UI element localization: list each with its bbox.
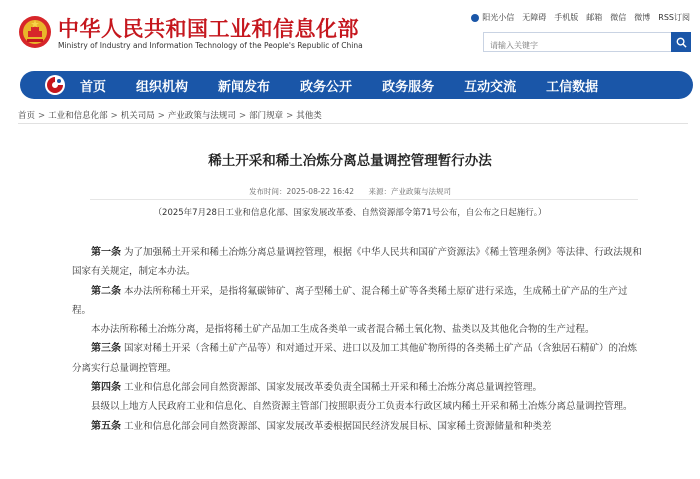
site-title[interactable]: 中华人民共和国工业和信息化部 bbox=[58, 17, 359, 41]
nav-news[interactable]: 新闻发布 bbox=[218, 79, 271, 95]
breadcrumb-separator: > bbox=[157, 111, 165, 121]
article-clause: 第五条 bbox=[91, 420, 121, 432]
search-box bbox=[483, 32, 691, 52]
top-link-mail[interactable]: 邮箱 bbox=[586, 13, 603, 22]
nav-home[interactable]: 首页 bbox=[80, 79, 107, 95]
ministry-logo-icon[interactable] bbox=[44, 74, 66, 96]
paragraph-text: 为了加强稀土开采和稀土冶炼分离总量调控管理，根据《中华人民共和国矿产资源法》《稀土管理条例》等法律、行政法规和国家有关规定，制定本办法。 bbox=[72, 247, 642, 278]
nav-open-government[interactable]: 政务公开 bbox=[300, 79, 353, 95]
article-note: （2025年7月28日工业和信息化部、国家发展改革委、自然资源部令第71号公布，自公布之日起施行。） bbox=[153, 208, 547, 218]
breadcrumb-home[interactable]: 首页 bbox=[18, 111, 36, 121]
breadcrumb-separator: > bbox=[38, 111, 46, 121]
breadcrumb-policy-dept[interactable]: 产业政策与法规司 bbox=[167, 111, 236, 121]
article-clause: 第一条 bbox=[91, 247, 121, 258]
main-nav bbox=[20, 71, 693, 99]
nav-organization[interactable]: 组织机构 bbox=[136, 79, 189, 95]
top-link-rss[interactable]: RSS订阅 bbox=[658, 13, 690, 22]
search-icon bbox=[676, 37, 687, 48]
national-emblem-icon[interactable] bbox=[18, 14, 52, 50]
article-clause: 第四条 bbox=[91, 382, 121, 394]
article-meta bbox=[0, 186, 700, 197]
paragraph-text: 工业和信息化部会同自然资源部、国家发展改革委负责全国稀土开采和稀土冶炼分离总量调控管理。 bbox=[124, 382, 543, 394]
sun-icon bbox=[471, 14, 479, 22]
search-input[interactable] bbox=[484, 37, 676, 55]
top-links bbox=[463, 12, 690, 23]
breadcrumb-rules[interactable]: 部门规章 bbox=[249, 111, 284, 121]
paragraph-text: 国家对稀土开采（含稀土矿产品等）和对通过开采、进口以及加工其他矿物所得的各类稀土矿产品（含独居石精矿）的冶炼分离实行总量调控管理。 bbox=[72, 343, 638, 374]
meta-divider bbox=[90, 199, 638, 200]
nav-services[interactable]: 政务服务 bbox=[382, 79, 435, 95]
article-paragraph bbox=[72, 378, 644, 397]
article-clause: 第三条 bbox=[91, 343, 121, 355]
article-paragraph bbox=[72, 320, 644, 339]
breadcrumb-ministry[interactable]: 工业和信息化部 bbox=[48, 111, 108, 121]
paragraph-text: 本办法所称稀土开采，是指将氟碳铈矿、离子型稀土矿、混合稀土矿等各类稀土原矿进行采选，生成稀土矿产品的生产过程。 bbox=[72, 285, 628, 316]
paragraph-text: 县级以上地方人民政府工业和信息化、自然资源主管部门按照职责分工负责本行政区域内稀土开采和稀土冶炼分离总量调控管理。 bbox=[91, 401, 633, 413]
publish-time: 发布时间：2025-08-22 16:42 bbox=[249, 187, 355, 196]
breadcrumb-separator: > bbox=[238, 111, 247, 121]
article-paragraph bbox=[72, 417, 644, 436]
breadcrumb-departments[interactable]: 机关司局 bbox=[120, 111, 155, 121]
article-body bbox=[72, 243, 644, 436]
breadcrumb-other[interactable]: 其他类 bbox=[296, 111, 322, 121]
breadcrumb-separator: > bbox=[110, 111, 118, 121]
breadcrumb-divider bbox=[18, 123, 688, 124]
article-clause: 第二条 bbox=[91, 285, 121, 297]
search-button[interactable] bbox=[671, 32, 691, 52]
breadcrumb bbox=[18, 109, 322, 121]
top-link-weibo[interactable]: 微博 bbox=[634, 13, 651, 22]
article-paragraph bbox=[72, 243, 644, 282]
article-paragraph bbox=[72, 282, 644, 321]
article-paragraph bbox=[72, 397, 644, 416]
paragraph-text: 本办法所称稀土冶炼分离，是指将稀土矿产品加工生成各类单一或者混合稀土氧化物、盐类以及其他化合物的生产过程。 bbox=[91, 324, 595, 336]
paragraph-text: 工业和信息化部会同自然资源部、国家发展改革委根据国民经济发展目标、国家稀土资源储量和种类差 bbox=[124, 420, 552, 432]
site-header bbox=[0, 0, 700, 68]
article-paragraph bbox=[72, 339, 644, 378]
nav-interaction[interactable]: 互动交流 bbox=[464, 79, 517, 95]
site-title-en: Ministry of Industry and Information Technology of the People's Republic of China bbox=[58, 41, 363, 50]
breadcrumb-separator: > bbox=[286, 111, 294, 121]
article-source: 来源：产业政策与法规司 bbox=[368, 187, 451, 196]
top-link-wechat[interactable]: 微信 bbox=[610, 13, 627, 22]
top-link-mobile[interactable]: 手机版 bbox=[554, 13, 579, 22]
article-title: 稀土开采和稀土冶炼分离总量调控管理暂行办法 bbox=[208, 153, 492, 169]
top-link-sunshine[interactable]: 阳光小信 bbox=[471, 12, 514, 23]
nav-data[interactable]: 工信数据 bbox=[546, 79, 599, 95]
top-link-accessibility[interactable]: 无障碍 bbox=[522, 13, 547, 22]
